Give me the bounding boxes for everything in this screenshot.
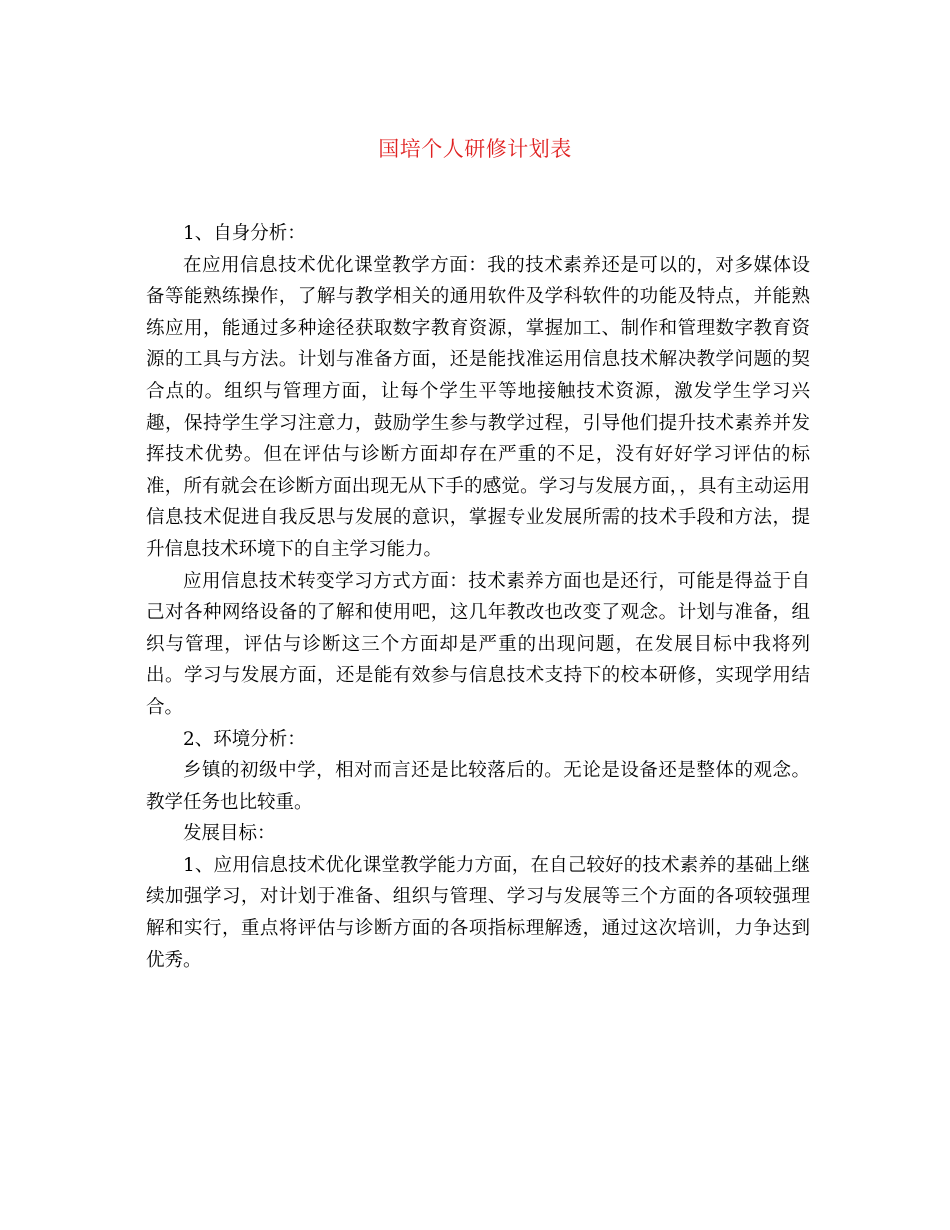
paragraph-learning-transformation: 应用信息技术转变学习方式方面：技术素养方面也是还行，可能是得益于自己对各种网络设备的了解和使用吧，这几年教改也改变了观念。计划与准备，组织与管理，评估与诊断这三个方面却是严重的出现问题，在发展目标中我将列出。学习与发展方面，还是能有效参与信息技术支持下的校本研修，实现学用结合。 <box>146 570 810 718</box>
paragraph-goal-one: 1、应用信息技术优化课堂教学能力方面，在自己较好的技术素养的基础上继续加强学习，对计划于准备、组织与管理、学习与发展等三个方面的各项较强理解和实行，重点将评估与诊断方面的各项指标理解透，通过这次培训，力争达到优秀。 <box>146 854 810 971</box>
document-body <box>146 218 810 976</box>
paragraph-environment-analysis: 乡镇的初级中学，相对而言还是比较落后的。无论是设备还是整体的观念。教学任务也比较重。 <box>146 760 810 813</box>
paragraph-self-analysis-heading: 1、自身分析： <box>183 223 306 244</box>
paragraph-goals-heading: 发展目标： <box>183 823 276 845</box>
paragraph-classroom-optimization: 在应用信息技术优化课堂教学方面：我的技术素养还是可以的，对多媒体设备等能熟练操作，了解与教学相关的通用软件及学科软件的功能及特点，并能熟练应用，能通过多种途径获取数字教育资源，掌握加工、制作和管理数字教育资源的工具与方法。计划与准备方面，还是能找准运用信息技术解决教学问题的契合点的。组织与管理方面，让每个学生平等地接触技术资源，激发学生学习兴趣，保持学生学习注意力，鼓励学生参与教学过程，引导他们提升技术素养并发挥技术优势。但在评估与诊断方面却存在严重的不足，没有好好学习评估的标准，所有就会在诊断方面出现无从下手的感觉。学习与发展方面，，具有主动运用信息技术促进自我反思与发展的意识，掌握专业发展所需的技术手段和方法，提升信息技术环境下的自主学习能力。 <box>146 254 810 560</box>
paragraph-environment-heading: 2、环境分析： <box>183 728 306 750</box>
document-title: 国培个人研修计划表 <box>378 137 572 161</box>
